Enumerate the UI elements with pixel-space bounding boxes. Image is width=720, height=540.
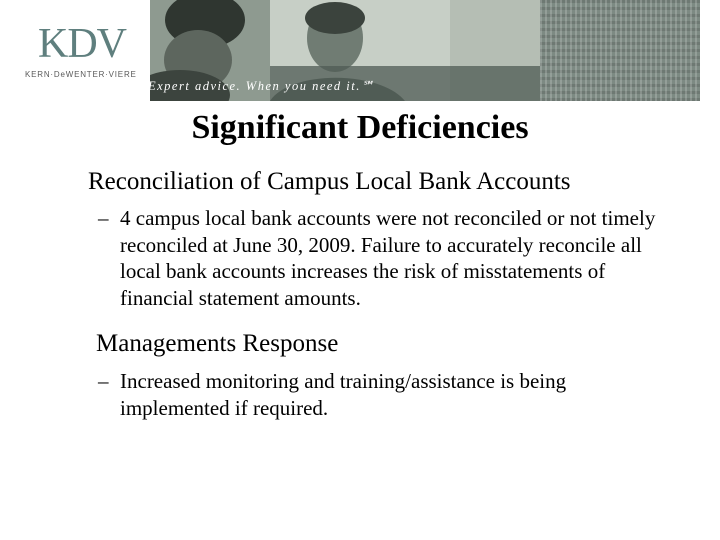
company-logo [20, 18, 145, 88]
logo-subtext: KERN·DeWENTER·VIERE [25, 70, 137, 79]
company-tagline: Expert advice. When you need it.℠ [148, 79, 376, 93]
section-heading-management-response: Managements Response [96, 330, 339, 357]
section-body-reconciliation [98, 205, 683, 311]
section-heading-reconciliation: Reconciliation of Campus Local Bank Accounts [88, 168, 571, 195]
slide-title: Significant Deficiencies [191, 109, 529, 146]
dash-bullet: – [98, 206, 109, 230]
bullet-text: 4 campus local bank accounts were not reconciled or not timely reconciled at June 30, 2009. Failure to accurately reconcile all local bank accounts increases the risk of misstatements of financial statement amounts. [120, 206, 656, 310]
slide-header [0, 0, 720, 103]
section-body-management-response [98, 368, 658, 421]
header-texture-panel [540, 0, 700, 101]
logo-mark: KDV [38, 21, 126, 67]
bullet-text: Increased monitoring and training/assistance is being implemented if required. [120, 369, 567, 420]
dash-bullet: – [98, 369, 109, 393]
